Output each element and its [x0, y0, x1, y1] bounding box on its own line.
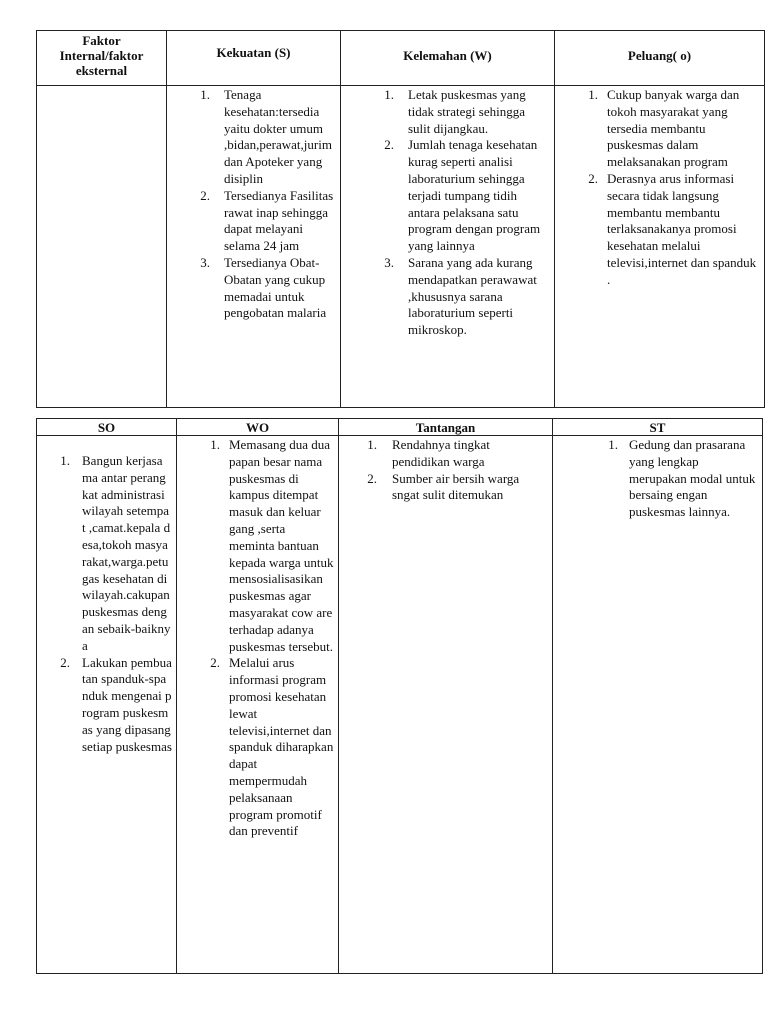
list-item: 1. Bangun kerjasama antar perangkat administrasi wilayah setempat ,camat.kepala desa,tokoh masyarakat,warga.petugas kesehatan diwilayah.cakupan puskesmas dengan sebaik-baiknya [60, 453, 171, 653]
cell-faktor-empty [37, 86, 167, 408]
wo-list [177, 436, 338, 840]
list-item: 2. Jumlah tenaga kesehatan kurag seperti analisi laboraturium sehingga terjadi tumpang tidih antara pelaksana satu program dengan program yang lainnya [384, 137, 541, 254]
cell-so [37, 436, 177, 974]
cell-st [553, 436, 763, 974]
list-item: 1. Memasang dua dua papan besar nama puskesmas di kampus ditempat masuk dan keluar gang ,serta meminta bantuan kepada warga untuk mensosialisasikan puskesmas agar masyarakat cow are terhadap adanya puskesmas tersebut. [210, 437, 334, 654]
swot-table-top [36, 30, 765, 408]
list-item: 2. Tersedianya Fasilitas rawat inap sehingga dapat melayani selama 24 jam [200, 187, 334, 254]
list-item: 1. Tenaga kesehatan:tersedia yaitu dokter umum ,bidan,perawat,jurim dan Apoteker yang disiplin [200, 87, 332, 186]
list-item: 1. Cukup banyak warga dan tokoh masyarakat yang tersedia membantu puskesmas dalam melaksanakan program [588, 87, 740, 170]
list-item: 3. Sarana yang ada kurang mendapatkan perawawat ,khususnya sarana laboraturium seperti mikroskop. [384, 254, 537, 338]
tantangan-list [339, 436, 552, 504]
header-peluang: Peluang( o) [555, 31, 765, 86]
list-item: 2. Melalui arus informasi program promosi kesehatan lewat televisi,internet dan spanduk diharapkan dapat mempermudah pelaksanaan program promotif dan preventif [210, 655, 334, 839]
list-item: 3. Tersedianya Obat-Obatan yang cukup memadai untuk pengobatan malaria [200, 254, 327, 321]
header-faktor [37, 31, 167, 86]
kekuatan-list [167, 86, 340, 322]
list-item: 2. Sumber air bersih warga sngat sulit ditemukan [367, 470, 520, 503]
list-item: 1. Gedung dan prasarana yang lengkap merupakan modal untuk bersaing engan puskesmas lainnya. [608, 437, 756, 520]
header-so: SO [37, 419, 177, 436]
st-list [553, 436, 762, 521]
kelemahan-list [341, 86, 554, 339]
list-item: 2. Derasnya arus informasi secara tidak langsung membantu membantu terlaksanakanya promosi kesehatan melalui televisi,internet dan spanduk . [588, 170, 757, 287]
header-faktor-text: Faktor Internal/faktor eksternal [59, 33, 144, 78]
header-wo: WO [177, 419, 339, 436]
header-kelemahan: Kelemahan (W) [341, 31, 555, 86]
list-item: 2. Lakukan pembuatan spanduk-spanduk mengenai program puskesmas yang dipasang setiap puskesmas [60, 654, 172, 754]
cell-kekuatan [167, 86, 341, 408]
list-item: 1. Letak puskesmas yang tidak strategi sehingga sulit dijangkau. [384, 87, 526, 136]
peluang-list [555, 86, 764, 289]
header-tantangan: Tantangan [339, 419, 553, 436]
header-kekuatan: Kekuatan (S) [167, 31, 341, 86]
list-item: 1. Rendahnya tingkat pendidikan warga [367, 437, 490, 469]
cell-kelemahan [341, 86, 555, 408]
strategy-table-bottom [36, 418, 763, 974]
so-list [37, 436, 176, 755]
cell-wo [177, 436, 339, 974]
header-st: ST [553, 419, 763, 436]
cell-tantangan [339, 436, 553, 974]
cell-peluang [555, 86, 765, 408]
